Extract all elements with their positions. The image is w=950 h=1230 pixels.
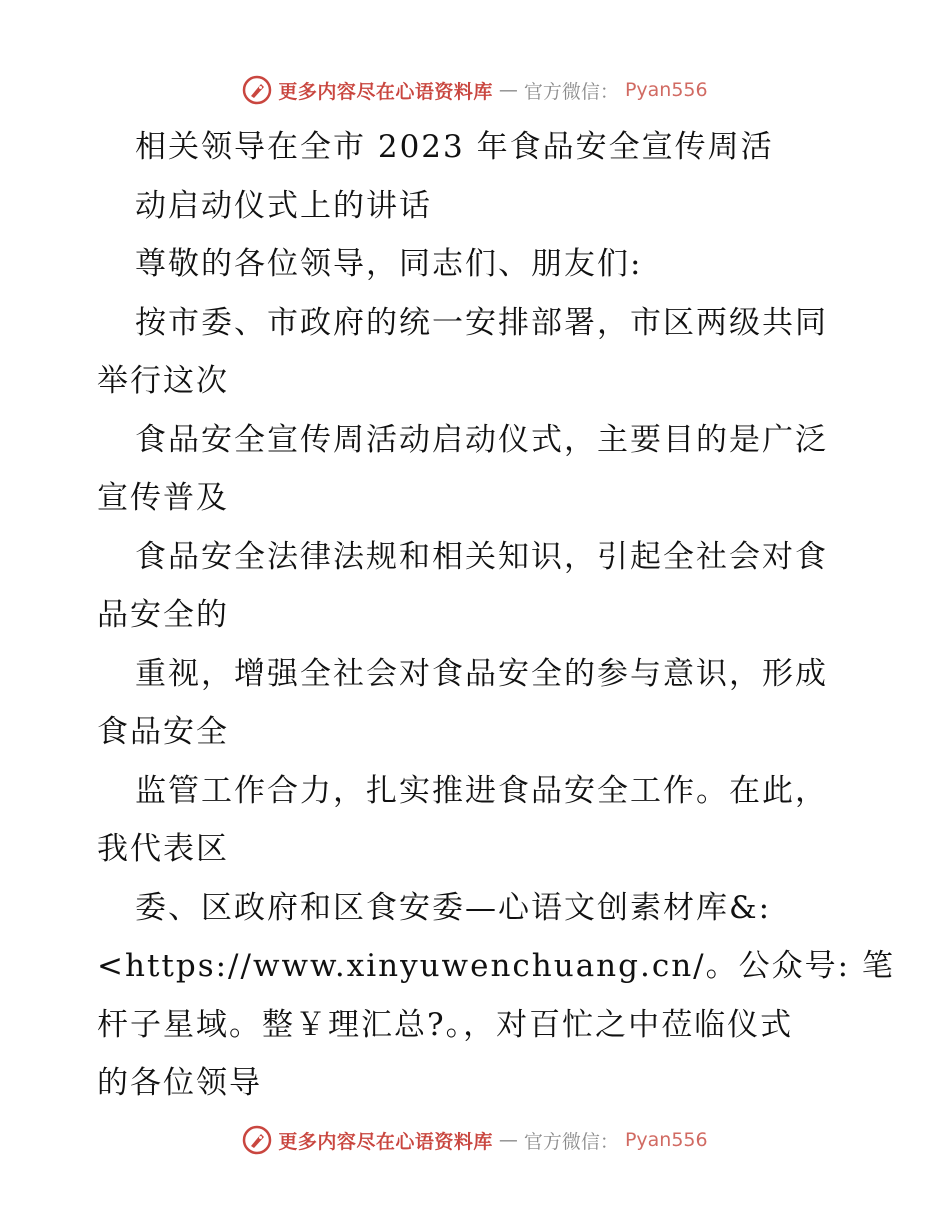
banner-wechat-id: Pyan556 — [624, 1129, 708, 1151]
text-line: 监管工作合力，扎实推进食品安全工作。在此， — [135, 772, 828, 809]
text-line: 食品安全 — [97, 714, 229, 750]
pen-nib-icon — [242, 1125, 272, 1155]
banner-wechat-id: Pyan556 — [624, 79, 708, 101]
text-line: <https://www.xinyuwenchuang.cn/。公众号: 笔 — [97, 948, 895, 984]
text-line: 宣传普及 — [97, 480, 229, 516]
banner-separator: — — [498, 79, 518, 101]
document-body — [97, 118, 895, 1113]
banner-label: 官方微信： — [523, 1130, 619, 1153]
text-line: 举行这次 — [97, 363, 229, 399]
pen-nib-icon — [242, 75, 272, 105]
text-line: 按市委、市政府的统一安排部署，市区两级共同 — [135, 304, 828, 341]
text-line: 品安全的 — [97, 597, 229, 633]
text-line: 食品安全宣传周活动启动仪式，主要目的是广泛 — [135, 421, 828, 458]
text-line: 我代表区 — [97, 831, 229, 867]
text-line: 委、区政府和区食安委—心语文创素材库&: — [135, 889, 772, 926]
banner-main-text: 更多内容尽在心语资料库 — [278, 1130, 493, 1153]
text-line: 的各位领导 — [97, 1065, 262, 1101]
text-line: 相关领导在全市 2023 年食品安全宣传周活 — [135, 129, 774, 165]
text-line: 重视，增强全社会对食品安全的参与意识，形成 — [135, 655, 828, 692]
text-line: 食品安全法律法规和相关知识，引起全社会对食 — [135, 538, 828, 575]
text-line: 杆子星域。整￥理汇总?。，对百忙之中莅临仪式 — [97, 1006, 794, 1043]
banner-label: 官方微信： — [523, 80, 619, 103]
banner-main-text: 更多内容尽在心语资料库 — [278, 80, 493, 103]
text-line: 尊敬的各位领导，同志们、朋友们: — [135, 246, 643, 282]
footer-banner — [0, 1120, 950, 1160]
text-line: 动启动仪式上的讲话 — [135, 187, 432, 224]
header-banner — [0, 70, 950, 110]
banner-separator: — — [498, 1129, 518, 1151]
